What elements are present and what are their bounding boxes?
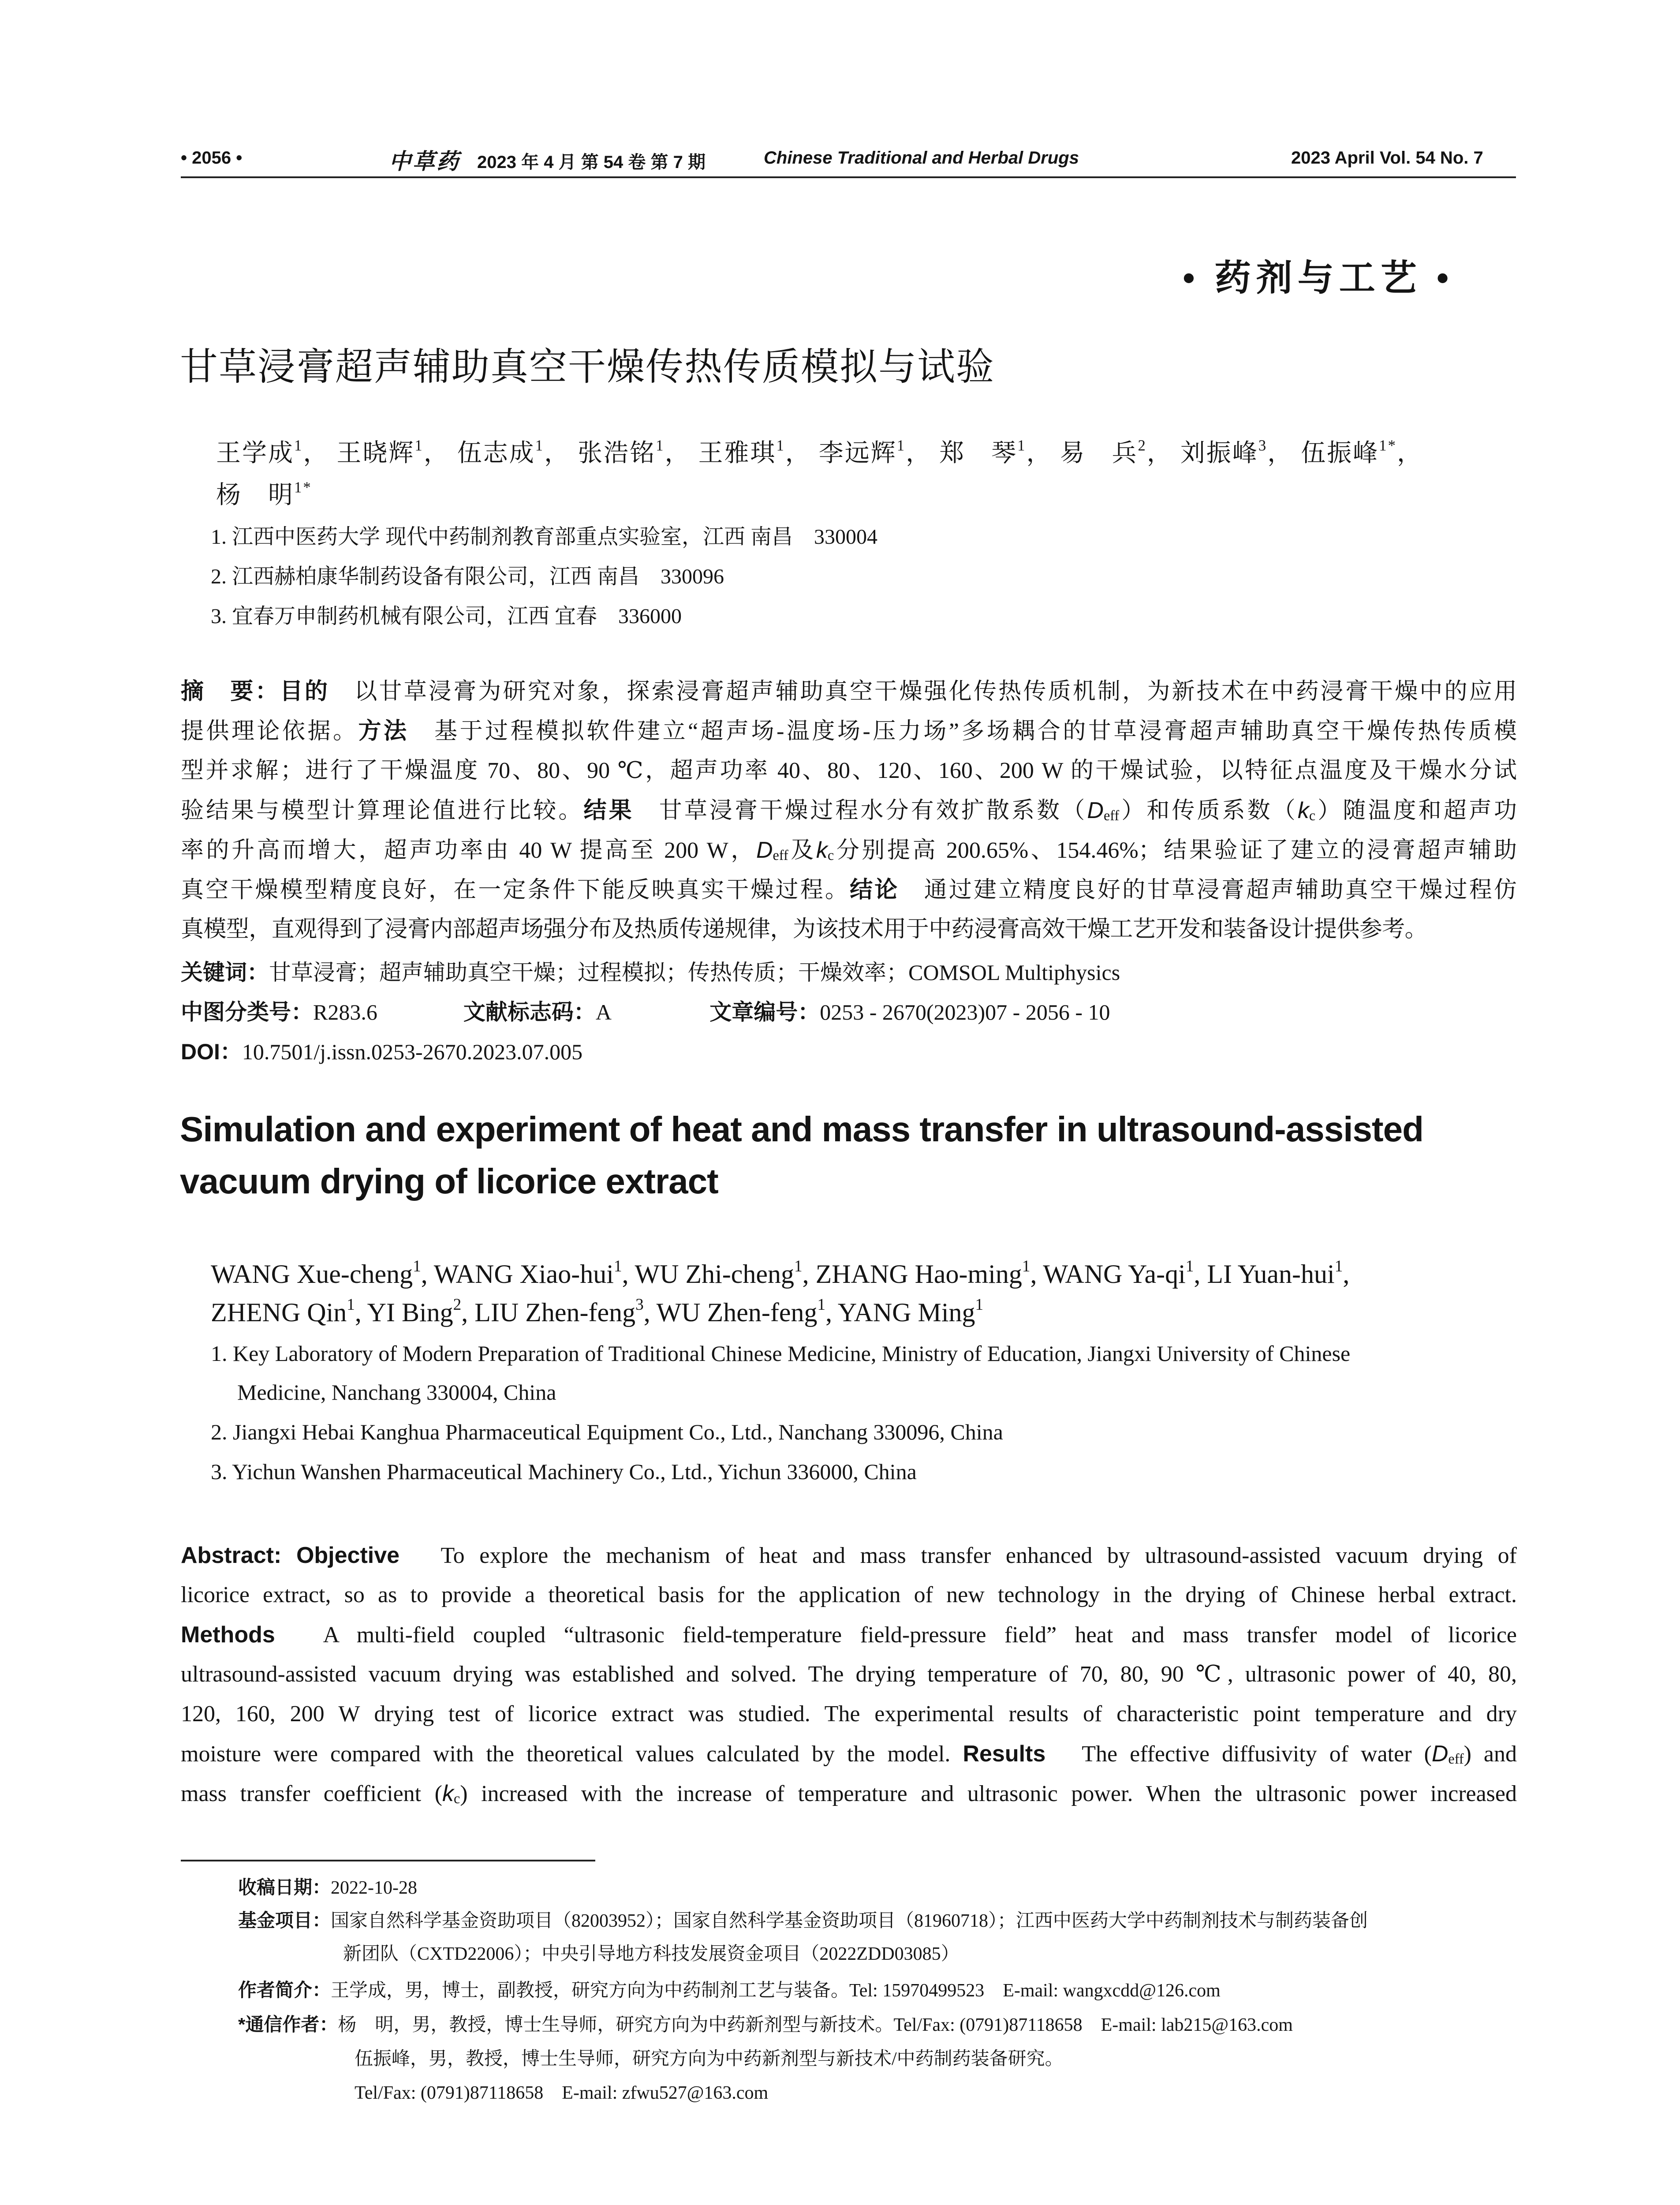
author-affiliation-mark: 1	[656, 437, 665, 454]
affiliation-en-2: 2. Jiangxi Hebai Kanghua Pharmaceutical Equipment Co., Ltd., Nanchang 330096, China	[211, 1420, 1003, 1444]
author-affiliation-mark: 3	[635, 1295, 644, 1314]
objective-label: 目的	[280, 679, 330, 704]
author-bio-label: 作者简介：	[238, 1980, 331, 2000]
author-name: LI Yuan-hui	[1207, 1259, 1335, 1289]
title-cn: 甘草浸膏超声辅助真空干燥传热传质模拟与试验	[180, 346, 995, 388]
conclusion-label: 结论	[850, 877, 900, 903]
header-cn-issue: 2023 年 4 月 第 54 卷 第 7 期	[477, 153, 706, 172]
abstract-text: A multi-field coupled “ultrasonic field-temperature field-pressure field” heat and mass transfer model of licorice	[323, 1622, 1517, 1648]
fund-label: 基金项目：	[238, 1910, 331, 1931]
subscript-c: c	[453, 1790, 460, 1806]
author-affiliation-mark: 1	[613, 1257, 622, 1275]
objective-en-label: Objective	[296, 1543, 400, 1568]
author-affiliation-mark: 1	[896, 437, 906, 454]
clc-value: R283.6	[313, 1000, 377, 1024]
footnote-author	[238, 1976, 1221, 2002]
authors-en-line1: WANG Xue-cheng$^1$, WANG Xiao-hui$^1$, WU Zhi-cheng$^1$, ZHANG Hao-ming$^1$, WANG $Ya-qi^1$, LI Yuan-hui$^1$,	[211, 1257, 1350, 1289]
author-affiliation-mark: 2	[453, 1295, 462, 1314]
affiliation-cn-2: 2. 江西赫柏康华制药设备有限公司，江西 南昌 330096	[211, 565, 724, 588]
footnote-corresponding-2: 伍振峰，男，教授，博士生导师，研究方向为中药新剂型与新技术/中药制药装备研究。	[355, 2049, 1064, 2069]
subscript-c: c	[827, 847, 834, 863]
affiliation-cn-3: 3. 宜春万申制药机械有限公司，江西 宜春 336000	[211, 605, 682, 628]
author-affiliation-mark: 1	[1185, 1257, 1194, 1275]
author-name: LIU Zhen-feng	[474, 1298, 636, 1327]
abstract-text: 率的升高而增大，超声功率由 40 W 提高至 200 W，	[181, 838, 756, 863]
corresponding-label: *通信作者：	[238, 2014, 338, 2035]
footnote-fund-cont: 新团队（CXTD22006）；中央引导地方科技发展资金项目（2022ZDD03085）	[343, 1944, 959, 1964]
abstract-text: mass transfer coefficient (	[181, 1781, 442, 1806]
author-affiliation-mark: 2	[1138, 437, 1147, 454]
affiliation-en-3: 3. Yichun Wanshen Pharmaceutical Machinery Co., Ltd., Yichun 336000, China	[211, 1459, 917, 1484]
author-name: 王学成	[216, 440, 294, 467]
journal-logo: 中草药	[389, 149, 460, 174]
fund-text: 国家自然科学基金资助项目（82003952）；国家自然科学基金资助项目（81960718）；江西中医药大学中药制剂技术与制药装备创	[331, 1911, 1368, 1931]
footnote-rule	[181, 1860, 595, 1861]
abstract-cn-line	[181, 910, 1517, 949]
received-label: 收稿日期：	[238, 1877, 331, 1898]
abstract-text: moisture were compared with the theoretical values calculated by the model.	[181, 1742, 951, 1767]
author-affiliation-mark: 1	[776, 437, 785, 454]
abstract-text: 通过建立精度良好的甘草浸膏超声辅助真空干燥过程仿	[924, 878, 1517, 903]
author-name: 李远辉	[818, 440, 897, 467]
keywords-label: 关键词：	[181, 960, 269, 985]
author-name: 郑 琴	[939, 440, 1018, 467]
author-affiliation-mark: 1	[1017, 437, 1027, 454]
abstract-cn-line	[181, 791, 1517, 830]
author-affiliation-mark: 1	[347, 1295, 355, 1314]
page-number: • 2056 •	[181, 148, 243, 168]
abstract-text: ）和传质系数（	[1119, 798, 1298, 823]
doi-value: 10.7501/j.issn.0253-2670.2023.07.005	[242, 1039, 583, 1064]
author-name: WANG Ya-qi	[1043, 1259, 1186, 1289]
author-name: WU Zhen-feng	[656, 1298, 818, 1327]
doc-code-label: 文献标志码：	[463, 1000, 596, 1024]
abstract-text: 以甘草浸膏为研究对象，探索浸膏超声辅助真空干燥强化传热传质机制，为新技术在中药浸膏干燥中的应用	[354, 679, 1517, 704]
authors-cn-line1: 王学成$^1$， 王晓辉$^1$， 伍志成$^1$， 张浩铭$^1$， 王雅琪$^1$， 李远辉$^1$， 郑 琴$^1$， 易 兵$^2$， 刘振峰$^3$， 伍振峰$^{1*}$，	[216, 437, 1423, 467]
author-name: 杨 明	[216, 482, 294, 509]
abstract-cn-line	[181, 870, 1517, 910]
abstract-text: 真模型，直观得到了浸膏内部超声场强分布及热质传递规律，为该技术用于中药浸膏高效干燥工艺开发和装备设计提供参考。	[181, 917, 1428, 942]
author-name: WANG Xiao-hui	[433, 1259, 614, 1289]
abstract-en-line	[181, 1615, 1517, 1655]
symbol-d: D	[756, 837, 773, 863]
abstract-text: ）随温度和超声功	[1315, 798, 1517, 823]
author-affiliation-mark: 1	[413, 1257, 421, 1275]
author-affiliation-mark: 1	[817, 1295, 826, 1314]
symbol-d: D	[1087, 798, 1104, 823]
author-name: 张浩铭	[578, 440, 656, 467]
abstract-text: ) increased with the increase of temperature and ultrasonic power. When the ultrasonic power increased	[460, 1781, 1517, 1806]
doi-label: DOI：	[181, 1039, 242, 1064]
author-affiliation-mark: 1	[1334, 1257, 1343, 1275]
abstract-en-line	[181, 1575, 1517, 1615]
abstract-text: 120, 160, 200 W drying test of licorice extract was studied. The experimental results of characteristic point temperature and dry	[181, 1701, 1517, 1727]
author-name: 易 兵	[1060, 440, 1138, 467]
abstract-cn-label: 摘 要：	[181, 679, 280, 704]
results-en-label: Results	[963, 1741, 1046, 1767]
results-label: 结果	[583, 798, 634, 823]
author-name: 刘振峰	[1180, 440, 1258, 467]
author-bio-text: 王学成，男，博士，副教授，研究方向为中药制剂工艺与装备。Tel: 15970499523 E-mail: wangxcdd@126.com	[331, 1981, 1221, 2001]
abstract-en-line	[181, 1774, 1517, 1813]
methods-label: 方法	[358, 718, 409, 744]
abstract-text: 提供理论依据。	[181, 719, 358, 744]
keywords-cn	[181, 955, 1120, 987]
methods-en-label: Methods	[181, 1622, 275, 1648]
abstract-text: ultrasound-assisted vacuum drying was established and solved. The drying temperature of 70, 80, 90 ℃, ultrasonic power of 40, 80,	[181, 1662, 1517, 1687]
abstract-text: 分别提高 200.65%、154.46%；结果验证了建立的浸膏超声辅助	[834, 838, 1517, 863]
abstract-en-label: Abstract:	[181, 1543, 282, 1568]
subscript-eff: eff	[1448, 1750, 1464, 1767]
abstract-en-line	[181, 1536, 1517, 1575]
abstract-text: ) and	[1463, 1742, 1517, 1767]
subscript-eff: eff	[1103, 807, 1120, 823]
author-affiliation-mark: 3	[1258, 437, 1268, 454]
abstract-en-line	[181, 1694, 1517, 1734]
subscript-eff: eff	[773, 847, 788, 863]
author-name: 王雅琪	[698, 440, 777, 467]
symbol-k: k	[442, 1781, 454, 1806]
abstract-cn-line	[181, 751, 1517, 791]
affiliation-en-1: 1. Key Laboratory of Modern Preparation of Traditional Chinese Medicine, Ministry of Education, Jiangxi University of Chinese	[211, 1341, 1351, 1366]
classification-line	[181, 994, 1110, 1026]
subscript-c: c	[1309, 807, 1316, 823]
abstract-text: To explore the mechanism of heat and mass transfer enhanced by ultrasound-assisted vacuum drying of	[441, 1543, 1517, 1568]
abstract-text: The effective diffusivity of water (	[1082, 1742, 1432, 1767]
abstract-text: 基于过程模拟软件建立“超声场-温度场-压力场”多场耦合的甘草浸膏超声辅助真空干燥传热传质模	[434, 719, 1517, 744]
article-no-label: 文章编号：	[709, 1000, 820, 1024]
symbol-k: k	[1297, 798, 1309, 823]
clc-label: 中图分类号：	[181, 1000, 313, 1024]
author-affiliation-mark: 1	[794, 1257, 803, 1275]
column-tag: • 药剂与工艺 •	[1182, 258, 1454, 298]
symbol-k: k	[816, 837, 828, 863]
corresponding-text: 杨 明，男，教授，博士生导师，研究方向为中药新剂型与新技术。Tel/Fax: (0791)87118658 E-mail: lab215@163.com	[338, 2015, 1293, 2035]
author-name: YANG Ming	[837, 1298, 975, 1327]
abstract-cn-line	[181, 830, 1517, 870]
symbol-d: D	[1431, 1741, 1449, 1767]
article-no-value: 0253 - 2670(2023)07 - 2056 - 10	[820, 1000, 1110, 1024]
author-name: ZHANG Hao-ming	[815, 1259, 1022, 1289]
footnote-corresponding-3: Tel/Fax: (0791)87118658 E-mail: zfwu527@163.com	[355, 2083, 769, 2103]
abstract-cn-line	[181, 672, 1517, 711]
abstract-text: 真空干燥模型精度良好，在一定条件下能反映真实干燥过程。	[181, 878, 850, 903]
author-name: ZHENG Qin	[211, 1298, 347, 1327]
affiliation-en-1-cont: Medicine, Nanchang 330004, China	[237, 1380, 556, 1405]
footnote-received	[238, 1873, 417, 1899]
abstract-en-line	[181, 1734, 1517, 1774]
author-name: 伍志成	[457, 440, 535, 467]
abstract-text: 及	[788, 838, 816, 863]
keywords-text: 甘草浸膏；超声辅助真空干燥；过程模拟；传热传质；干燥效率；COMSOL Multiphysics	[269, 960, 1120, 985]
affiliation-cn-1: 1. 江西中医药大学 现代中药制剂教育部重点实验室，江西 南昌 330004	[211, 525, 878, 549]
abstract-text: 甘草浸膏干燥过程水分有效扩散系数（	[659, 798, 1087, 823]
title-en: Simulation and experiment of heat and mass transfer in ultrasound-assisted vacuum drying of licorice extract	[180, 1110, 1423, 1201]
received-date: 2022-10-28	[331, 1878, 417, 1898]
running-header	[181, 140, 1516, 178]
author-affiliation-mark: 1	[294, 437, 303, 454]
author-affiliation-mark: 1	[1022, 1257, 1030, 1275]
author-affiliation-mark: 1*	[1379, 437, 1397, 454]
doc-code-value: A	[595, 1000, 611, 1024]
footnote-corresponding	[238, 2010, 1293, 2037]
abstract-text: 型并求解；进行了干燥温度 70、80、90 ℃，超声功率 40、80、120、160、200 W 的干燥试验，以特征点温度及干燥水分试	[181, 758, 1517, 783]
author-affiliation-mark: 1*	[294, 478, 312, 496]
authors-cn-line2	[216, 475, 312, 511]
abstract-cn-line	[181, 711, 1517, 751]
abstract-en-line	[181, 1655, 1517, 1694]
header-en-issue: 2023 April Vol. 54 No. 7	[1291, 148, 1483, 168]
author-name: 伍振峰	[1301, 440, 1379, 467]
author-name: WANG Xue-cheng	[211, 1259, 413, 1289]
abstract-text: licorice extract, so as to provide a theoretical basis for the application of new technology in the drying of Chinese herbal extract.	[181, 1582, 1517, 1607]
footnote-fund	[238, 1906, 1368, 1932]
author-affiliation-mark: 1	[535, 437, 545, 454]
abstract-text: 验结果与模型计算理论值进行比较。	[181, 798, 584, 823]
author-affiliation-mark: 1	[414, 437, 424, 454]
author-affiliation-mark: 1	[975, 1295, 984, 1314]
author-name: YI Bing	[367, 1298, 453, 1327]
doi-line	[181, 1034, 582, 1066]
author-name: WU Zhi-cheng	[635, 1259, 795, 1289]
authors-en-line2: ZHENG Qin$^1$, YI Bing$^2$, LIU Zhen-feng$^3$, WU Zhen-feng$^1$, YANG Ming$^1$	[211, 1295, 984, 1327]
header-en-journal: Chinese Traditional and Herbal Drugs	[764, 148, 1079, 168]
author-name: 王晓辉	[336, 440, 415, 467]
